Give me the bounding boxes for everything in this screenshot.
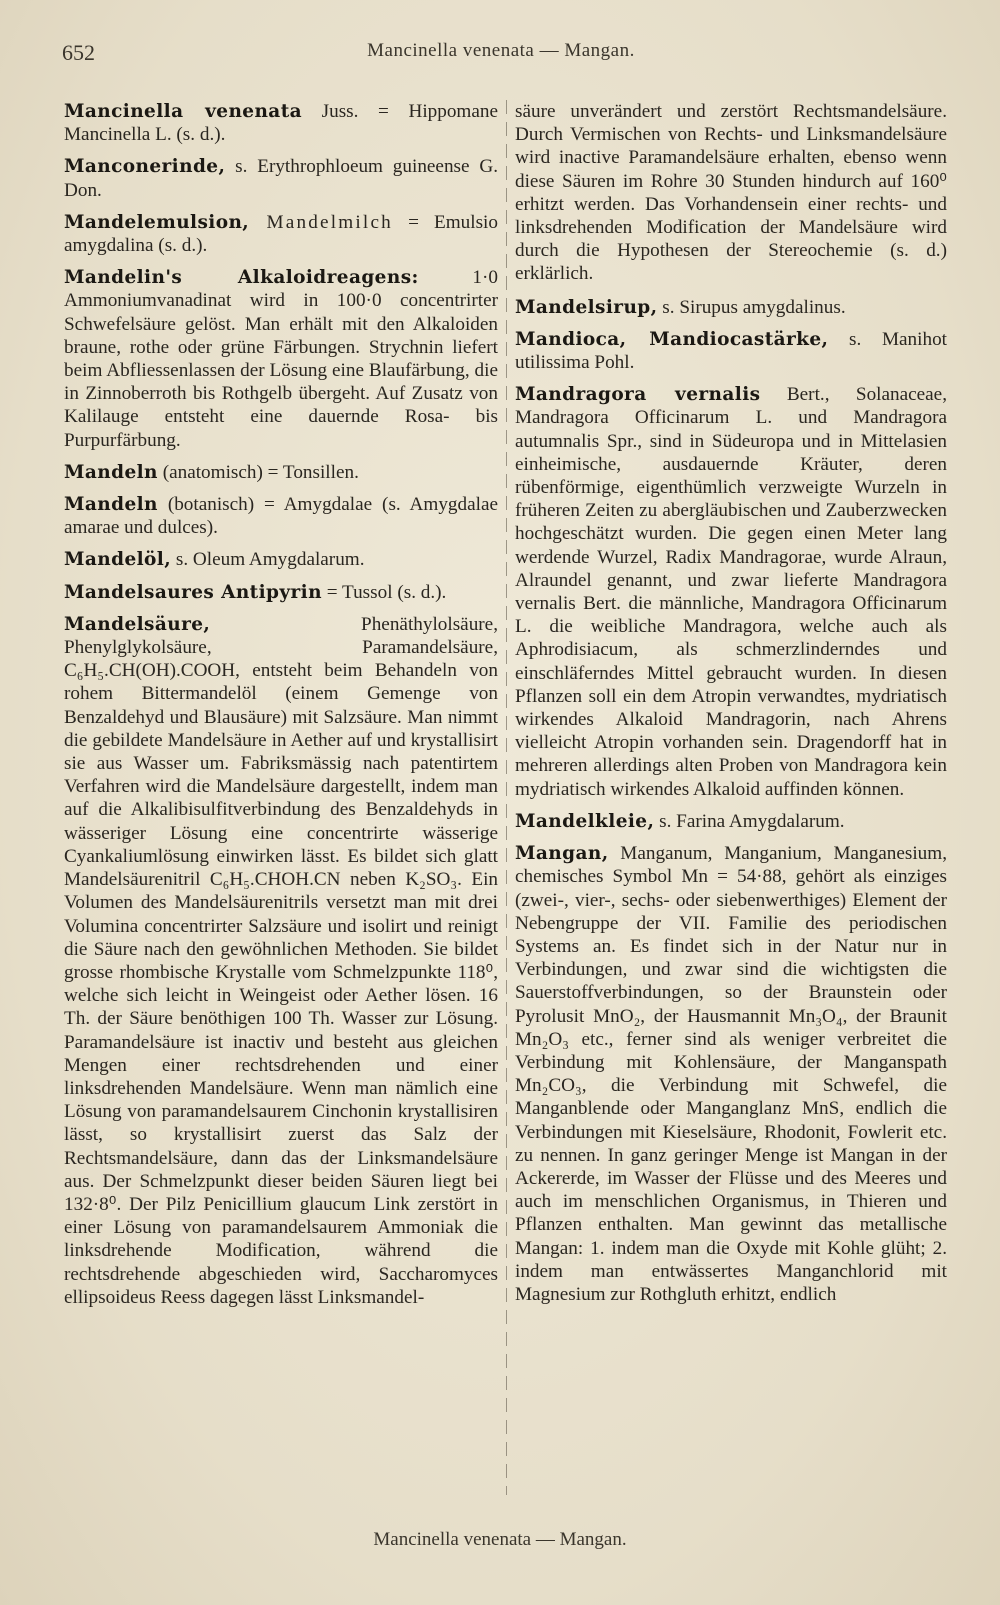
entry-text: Manganum, Manganium, Manganesium, chemisches Symbol Mn = 54·88, gehört als einziges (zwei-, vier-, sechs- oder siebenwerthiges) Element der Nebengruppe der VII. Familie des periodischen Systems an. Es findet sich in der Natur nur in Verbindungen, und zwar sind die wichtigsten die Sauerstoffverbindungen, so der Braunstein oder Pyrolusit MnO₂, der Hausmannit Mn₃O₄, der Braunit Mn₂O₃ etc., ferner sind als weniger verbreitet die Verbindung mit Kohlensäure, der Manganspath Mn₂CO₃, die Verbindung mit Schwefel, die Manganblende oder Manganglanz MnS, endlich die Verbindungen mit Kieselsäure, Rhodonit, Fowlerit etc. zu nennen. In ganz geringer Menge ist Mangan in der Ackererde, im Wasser der Flüsse und des Meeres und auch im menschlichen Organismus, in Thieren und Pflanzen enthalten. Man gewinnt das metallische Mangan: 1. indem man die Oxyde mit Kohle glüht; 2. indem man entwässertes Manganchlorid mit Magnesium zur Rothgluth erhitzt, endlich bbox=[515, 843, 947, 1305]
entry-mandelemulsion bbox=[64, 211, 498, 257]
entry-headword: Manconerinde, bbox=[64, 156, 226, 178]
column-divider bbox=[506, 100, 507, 1495]
entry-headword: Mandelin's Alkaloidreagens: bbox=[64, 267, 419, 289]
entry-text: s. Manihot utilissima Pohl. bbox=[515, 328, 947, 374]
entry-mandeloel bbox=[64, 548, 498, 571]
entry-headword: Mangan, bbox=[515, 843, 609, 865]
page-footer: Mancinella venenata — Mangan. bbox=[373, 1529, 627, 1550]
entry-mandragora bbox=[515, 383, 947, 801]
entry-mangan bbox=[515, 842, 947, 1306]
running-title: Mancinella venenata — Mangan. bbox=[367, 40, 635, 61]
entry-headword: Mandeln bbox=[64, 461, 158, 483]
entry-text: (botanisch) = Amygdalae (s. Amygdalae amarae und dulces). bbox=[64, 494, 498, 539]
right-column bbox=[515, 100, 947, 1315]
entry-mandelsaures-antipyrin bbox=[64, 581, 498, 604]
page-number: 652 bbox=[62, 40, 95, 65]
entry-text: (anatomisch) = Tonsillen. bbox=[157, 461, 359, 483]
entry-headword: Mandioca, Mandiocastärke, bbox=[515, 328, 829, 350]
entry-mandeln-anatomisch bbox=[64, 461, 498, 484]
entry-text: s. Farina Amygdalarum. bbox=[654, 810, 845, 832]
entry-manconerinde bbox=[64, 155, 498, 201]
entry-text: Juss. = Hippomane Mancinella L. (s. d.). bbox=[64, 101, 498, 146]
entry-headword: Mandelemulsion, bbox=[64, 211, 250, 233]
entry-headword: Mandeln bbox=[64, 494, 158, 516]
entry-text: 1·0 Ammoniumvanadinat wird in 100·0 concentrirter Schwefelsäure gelöst. Man erhält mit den Alkaloiden braune, rothe oder grüne Färbungen. Strychnin liefert beim Abfliessenlassen der Lösung eine Blaufärbung, die in Zinnoberroth bis Rothgelb übergeht. Auf Zusatz von Kalilauge entsteht eine dauernde Rosa- bis Purpurfärbung. bbox=[64, 267, 498, 451]
entry-mandioca bbox=[515, 328, 947, 374]
entry-headword: Mancinella venenata bbox=[64, 101, 303, 122]
entry-headword: Mandelsirup, bbox=[515, 296, 658, 318]
continued-text: säure unverändert und zerstört Rechtsmandelsäure. Durch Vermischen von Rechts- und Linksmandelsäure wird inactive Paramandelsäure erhalten, ebenso wenn diese Säuren im Rohre 30 Stunden hindurch auf 160⁰ erhitzt werden. Das Vorhandensein einer rechts- und linksdrehenden Modification der Mandelsäure wird durch die Hypothesen der Stereochemie (s. d.) erklärlich. bbox=[515, 101, 947, 285]
entry-text: = Tussol (s. d.). bbox=[321, 581, 447, 603]
entry-mandelin-reagens bbox=[64, 266, 498, 452]
entry-text: s. Erythrophloeum guineense G. Don. bbox=[64, 156, 498, 201]
page-header bbox=[62, 40, 940, 70]
entry-text: = Emulsio amygdalina (s. d.). bbox=[64, 211, 498, 257]
entry-headword: Mandelsäure, bbox=[64, 613, 211, 635]
entry-headword: Mandragora vernalis bbox=[515, 384, 761, 406]
entry-mandelsaeure bbox=[64, 613, 498, 1309]
entry-text: s. Oleum Amygdalarum. bbox=[171, 549, 365, 571]
entry-text: s. Sirupus amygdalinus. bbox=[657, 296, 846, 318]
entry-headword: Mandelsaures Antipyrin bbox=[64, 581, 322, 603]
entry-text: Phenäthylolsäure, Phenylglykolsäure, Paramandelsäure, C₆H₅.CH(OH).COOH, entsteht beim Behandeln von rohem Bittermandelöl (einem Gemenge von Benzaldehyd und Blausäure) mit Salzsäure. Man nimmt die gebildete Mandelsäure in Aether auf und krystallisirt sie aus Wasser um. Fabriksmässig nach patentirtem Verfahren wird die Mandelsäure dargestellt, indem man auf die Alkalibisulfitverbindung des Benzaldehyds in wässeriger Lösung eine concentrirte wässerige Cyankaliumlösung einwirken lässt. Es bildet sich glatt Mandelsäurenitril C₆H₅.CHOH.CN neben K₂SO₃. Ein Volumen des Mandelsäurenitrils versetzt man mit drei Volumina concentrirter Salzsäure und isolirt und reinigt die Säure nach den gewöhnlichen Methoden. Sie bildet grosse rhombische Krystalle vom Schmelzpunkte 118⁰, welche sich leicht in Weingeist oder Aether lösen. 16 Th. der Säure benöthigen 100 Th. Wasser zur Lösung. Paramandelsäure ist inactiv und besteht aus gleichen Mengen einer rechtsdrehenden und einer linksdrehenden Mandelsäure. Wenn man nämlich eine Lösung von paramandelsaurem Cinchonin krystallisiren lässt, so krystallisirt zuerst das Salz der Rechtsmandelsäure, dann das der Linksmandelsäure aus. Der Schmelzpunkt dieser beiden Säuren liegt bei 132·8⁰. Der Pilz Penicillium glaucum Link zerstört in einer Lösung von paramandelsaurem Ammoniak die linksdrehende Modification, während die rechtsdrehende abgeschieden wird, Saccharomyces ellipsoideus Reess dagegen lässt Linksmandel- bbox=[64, 613, 498, 1308]
entry-mancinella bbox=[64, 100, 498, 146]
entry-mandelkleie bbox=[515, 810, 947, 833]
entry-mandeln-botanisch bbox=[64, 493, 498, 539]
left-column bbox=[64, 100, 498, 1318]
entry-mandelsirup bbox=[515, 296, 947, 319]
entry-headword: Mandelkleie, bbox=[515, 810, 655, 832]
entry-spaced-term: Mandelmilch bbox=[249, 211, 393, 233]
entry-text: Bert., Solanaceae, Mandragora Officinarum L. und Mandragora autumnalis Spr., sind in Südeuropa und in Mittelasien einheimische, ausdauernde Kräuter, deren rübenförmige, eigenthümlich verzweigte Wurzeln in früheren Zeiten zu abergläubischen und Zauberzwecken hochgeschätzt wurden. Die gegen einen Meter lang werdende Wurzel, Radix Mandragorae, wurde Alraun, Alraundel genannt, und zwar lieferte Mandragora vernalis Bert. die männliche, Mandragora Officinarum L. die weibliche Mandragora, welche auch als Aphrodisiacum, als schmerzlinderndes und einschläferndes Mittel gebraucht wurden. In diesen Pflanzen soll ein dem Atropin verwandtes, mydriatisch wirkendes Alkaloid Mandragorin, nach Ahrens vielleicht Atropin vorhanden sein. Dragendorff hat in mehreren allerdings alten Proben von Mandragora kein mydriatisch wirkendes Alkaloid auffinden können. bbox=[515, 384, 947, 800]
entry-headword: Mandelöl, bbox=[64, 549, 172, 571]
